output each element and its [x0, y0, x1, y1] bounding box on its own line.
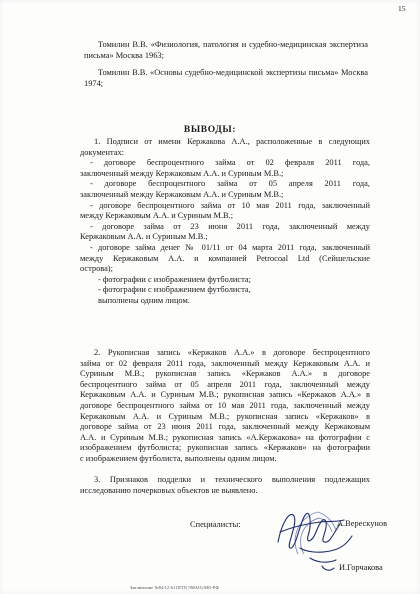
conclusion1-line: заключенный между Кержаковым А.А. и Суриным М.В.; — [80, 168, 284, 178]
conclusion1-line: Кержаковым А.А. и Суриным М.В.; — [80, 232, 208, 242]
conclusion2-line: договоре займа от 23 июня 2011 года, заключенный между Кержаковым — [80, 422, 370, 432]
conclusion2-line: изображением футболиста; рукописная запись «Кержаков» на фотографии — [80, 443, 370, 453]
conclusion2-line: договоре беспроцентного займа от 10 мая 2011 года, заключенный между — [80, 400, 370, 410]
conclusion1-line: 1. Подписи от имени Кержакова А.А., расположенные в следующих — [94, 137, 370, 146]
conclusion2-line: Кержаковым А.А. и Суриным М.В.; рукописная запись «Кержаков» в — [80, 411, 370, 421]
conclusion-2 — [80, 348, 370, 465]
conclusion1-line: - фотографии с изображением футболиста, — [98, 285, 251, 295]
conclusion1-line: между Кержаковым А.А. и компанией Petrocoal Ltd (Сейшельские — [80, 253, 370, 263]
conclusion3-line: 3. Признаков подделки и технического выполнения подлежащих — [94, 475, 370, 484]
conclusion2-line: займа от 02 февраля 2011 года, заключенный между Кержаковым А.А. и — [80, 358, 370, 368]
conclusion3-line: исследованию почерковых объектов не выявлено. — [80, 485, 258, 495]
conclusion2-line: с изображением футболиста, выполнены одним лицом. — [80, 453, 277, 463]
conclusion1-line: - фотографии с изображением футболиста; — [98, 274, 251, 284]
conclusion1-line: документах: — [80, 147, 124, 157]
conclusion1-line: - договоре займа от 23 июня 2011 года, заключенный между — [90, 221, 370, 231]
conclusion1-line: - договоре займа денег № 01/11 от 04 марта 2011 года, заключенный — [90, 242, 370, 252]
conclusion2-line: А.А. и Суриным М.В.; рукописная запись «А.Кержакова» на фотографии с — [80, 432, 370, 442]
footer-note: Заключение №84/12-611ПТТ(ЭМАО)-МО-РФ — [130, 585, 220, 590]
conclusion1-line: - договоре беспроцентного займа от 10 мая 2011 года, заключенный — [90, 200, 370, 210]
conclusion2-line: Кержаковым А.А. и Суриным М.В.; рукописная запись «Кержаков А.А.» в — [80, 390, 370, 400]
conclusion2-line: 2. Рукописная запись «Кержаков А.А.» в договоре беспроцентного — [94, 348, 370, 357]
literature-item-1: Томилин В.В. «Физиология, патология и судебно-медицинская экспертиза письма» Москва 1963; — [84, 40, 368, 60]
conclusion1-line: острова); — [80, 264, 113, 274]
page-number: 15 — [398, 4, 406, 13]
conclusion1-line: между Кержаковым А.А. и Суриным М.В.; — [80, 211, 234, 221]
literature-item-2: Томилин В.В. «Основы судебно-медицинской экспертизы письма» Москва 1974; — [84, 68, 368, 88]
conclusion-1 — [80, 137, 370, 307]
signer-2-name: И.Горчакова — [339, 563, 383, 572]
conclusions-heading: ВЫВОДЫ: — [183, 125, 237, 135]
conclusion1-line: выполнены одним лицом. — [98, 295, 190, 305]
conclusion1-line: - договоре беспроцентного займа от 02 февраля 2011 года, — [90, 158, 370, 168]
specialists-label: Специалисты: — [190, 520, 241, 529]
conclusion1-line: заключенный между Кержаковым А.А. и Суриным М.В.; — [80, 189, 284, 199]
signer-1-name: А.Верескунов — [337, 519, 388, 528]
conclusion2-line: Суриным М.В.; рукописная запись «Кержаков А.А.» в договоре — [80, 369, 370, 379]
conclusion-3 — [80, 475, 370, 496]
conclusion2-line: беспроцентного займа от 05 апреля 2011 года, заключенный между — [80, 379, 370, 389]
conclusion1-line: - договоре беспроцентного займа от 05 апреля 2011 года, — [90, 179, 370, 189]
